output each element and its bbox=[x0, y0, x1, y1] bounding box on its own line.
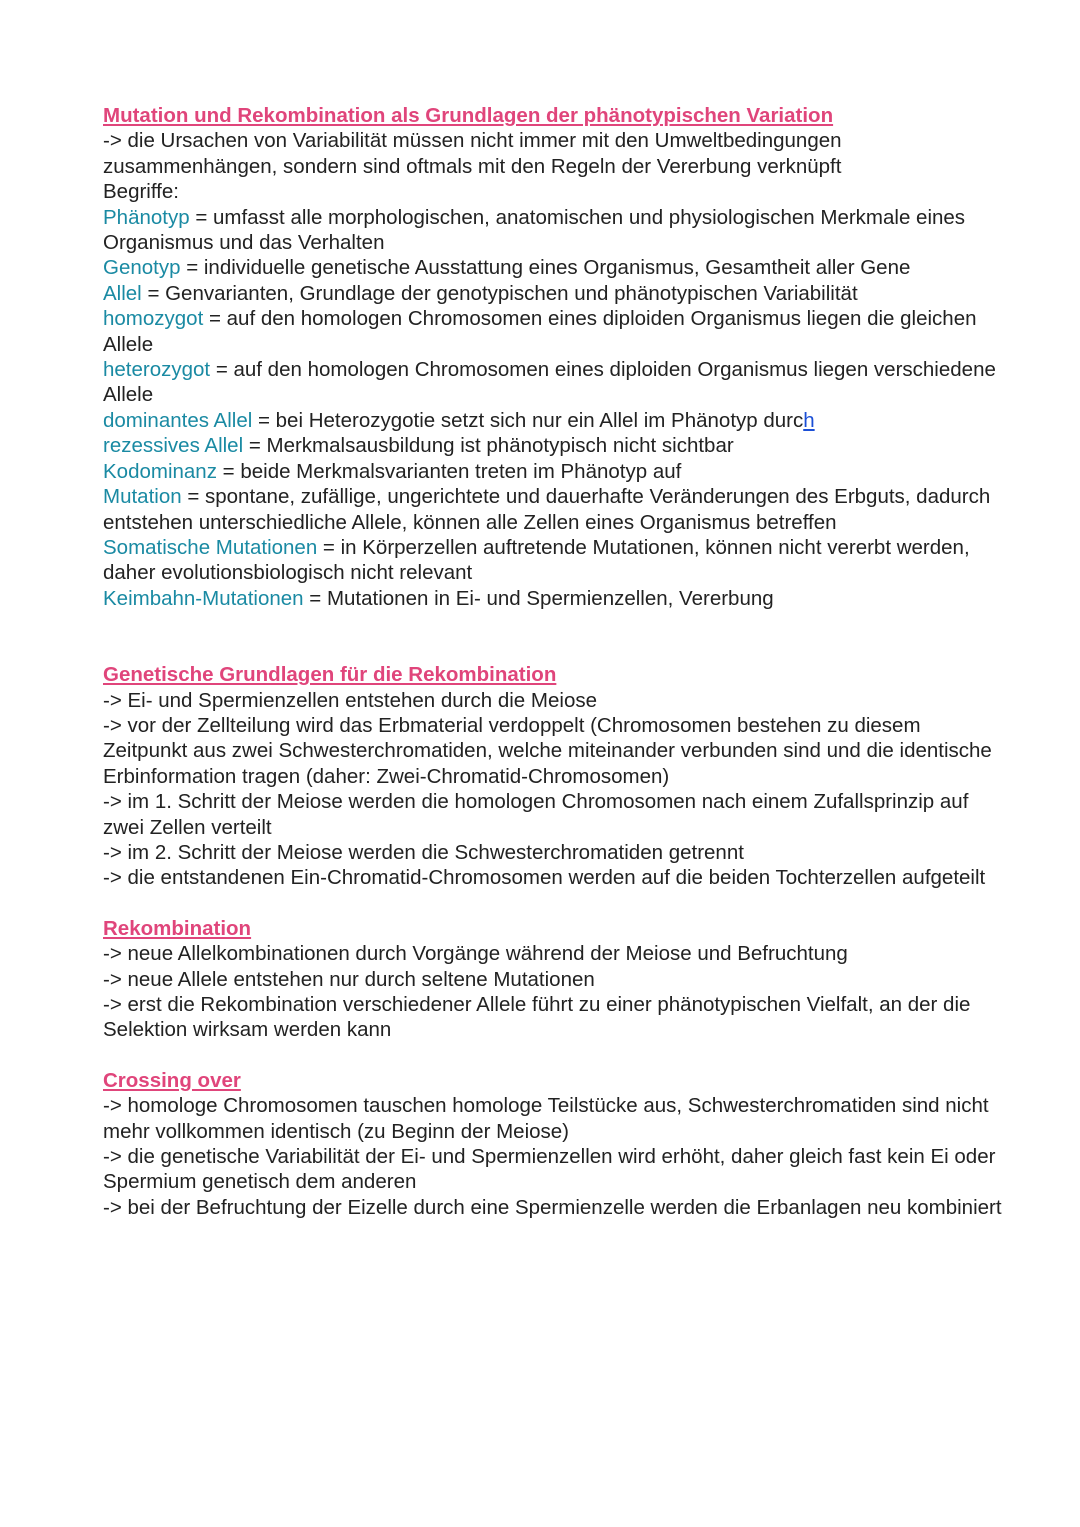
definition-term: Kodominanz bbox=[103, 459, 217, 483]
definition-text: = beide Merkmalsvarianten treten im Phänotyp auf bbox=[216, 459, 682, 483]
definition-item bbox=[103, 255, 1003, 280]
definition-text: = auf den homologen Chromosomen eines diploiden Organismus liegen die gleichen Allele bbox=[103, 307, 977, 356]
definition-term: Phänotyp bbox=[103, 205, 190, 229]
hyperlink-fragment[interactable]: h bbox=[803, 408, 815, 432]
definition-text: = bei Heterozygotie setzt sich nur ein Allel im Phänotyp durc bbox=[252, 408, 804, 432]
definition-term: Somatische Mutationen bbox=[103, 535, 318, 559]
definition-term: homozygot bbox=[103, 307, 204, 331]
bullet-line: -> homologe Chromosomen tauschen homologe Teilstücke aus, Schwesterchromatiden sind nicht mehr vollkommen identisch (zu Beginn der Meiose) bbox=[103, 1094, 989, 1143]
definition-item bbox=[103, 205, 1003, 256]
definition-term: rezessives Allel bbox=[103, 434, 244, 458]
definition-item bbox=[103, 306, 1003, 357]
definition-item bbox=[103, 586, 1003, 611]
section-genetische-grundlagen bbox=[103, 662, 1003, 891]
section-heading: Mutation und Rekombination als Grundlagen der phänotypischen Variation bbox=[103, 104, 834, 127]
bullet-line: -> bei der Befruchtung der Eizelle durch eine Spermienzelle werden die Erbanlagen neu kombiniert bbox=[103, 1195, 1002, 1219]
definition-item bbox=[103, 433, 1003, 458]
section-mutation bbox=[103, 103, 1003, 611]
intro-text: -> die Ursachen von Variabilität müssen nicht immer mit den Umweltbedingungen zusammenhängen, sondern sind oftmals mit den Regeln der Vererbung verknüpft bbox=[103, 129, 842, 178]
section-rekombination bbox=[103, 916, 1003, 1043]
bullet-line: -> neue Allelkombinationen durch Vorgänge während der Meiose und Befruchtung bbox=[103, 942, 848, 966]
bullet-line: -> im 2. Schritt der Meiose werden die Schwesterchromatiden getrennt bbox=[103, 840, 744, 864]
bullet-line: -> die entstandenen Ein-Chromatid-Chromosomen werden auf die beiden Tochterzellen aufgeteilt bbox=[103, 866, 986, 890]
definition-term: heterozygot bbox=[103, 358, 211, 382]
spacer bbox=[103, 1043, 1003, 1068]
spacer bbox=[103, 611, 1003, 662]
bullet-line: -> Ei- und Spermienzellen entstehen durch die Meiose bbox=[103, 688, 597, 712]
definition-text: = in Körperzellen auftretende Mutationen, können nicht vererbt werden, daher evolutionsbiologisch nicht relevant bbox=[103, 535, 970, 585]
definition-text: = Mutationen in Ei- und Spermienzellen, Vererbung bbox=[303, 586, 774, 610]
definition-term: Keimbahn-Mutationen bbox=[103, 586, 304, 610]
definition-item bbox=[103, 535, 1003, 586]
definition-term: Mutation bbox=[103, 485, 182, 509]
definition-term: dominantes Allel bbox=[103, 408, 253, 432]
definition-text: = Merkmalsausbildung ist phänotypisch nicht sichtbar bbox=[243, 434, 734, 458]
definition-item bbox=[103, 357, 1003, 408]
bullet-line: -> neue Allele entstehen nur durch seltene Mutationen bbox=[103, 967, 595, 991]
bullet-line: -> erst die Rekombination verschiedener Allele führt zu einer phänotypischen Vielfalt, an der die Selektion wirksam werden kann bbox=[103, 993, 971, 1042]
definition-item bbox=[103, 459, 1003, 484]
document-page bbox=[103, 103, 1003, 1220]
bullet-line: -> vor der Zellteilung wird das Erbmaterial verdoppelt (Chromosomen bestehen zu diesem Zeitpunkt aus zwei Schwesterchromatiden, welche miteinander verbunden sind und die identische Erbinformation tragen (daher: Zwei-Chromatid-Chromosomen) bbox=[103, 713, 992, 788]
section-heading: Crossing over bbox=[103, 1068, 241, 1092]
definition-text: = spontane, zufällige, ungerichtete und dauerhafte Veränderungen des Erbguts, dadurch entstehen unterschiedliche Allele, können alle Zellen eines Organismus betreffen bbox=[103, 485, 991, 534]
section-heading: Rekombination bbox=[103, 916, 252, 940]
section-crossing-over bbox=[103, 1068, 1003, 1220]
definition-text: = auf den homologen Chromosomen eines diploiden Organismus liegen verschiedene Allele bbox=[103, 358, 996, 407]
definition-term: Genotyp bbox=[103, 256, 181, 280]
bullet-line: -> die genetische Variabilität der Ei- und Spermienzellen wird erhöht, daher gleich fast kein Ei oder Spermium genetisch dem anderen bbox=[103, 1145, 996, 1194]
definition-item bbox=[103, 281, 1003, 306]
definition-item bbox=[103, 408, 1003, 433]
definition-text: = umfasst alle morphologischen, anatomischen und physiologischen Merkmale eines Organismus und das Verhalten bbox=[103, 205, 966, 255]
bullet-line: -> im 1. Schritt der Meiose werden die homologen Chromosomen nach einem Zufallsprinzip auf zwei Zellen verteilt bbox=[103, 790, 969, 839]
definition-text: = individuelle genetische Ausstattung eines Organismus, Gesamtheit aller Gene bbox=[180, 256, 911, 280]
section-heading: Genetische Grundlagen für die Rekombination bbox=[103, 663, 557, 687]
definition-text: = Genvarianten, Grundlage der genotypischen und phänotypischen Variabilität bbox=[141, 281, 858, 305]
spacer bbox=[103, 891, 1003, 916]
definition-item bbox=[103, 484, 1003, 535]
begriffe-label: Begriffe: bbox=[103, 180, 179, 204]
definition-term: Allel bbox=[103, 281, 142, 305]
